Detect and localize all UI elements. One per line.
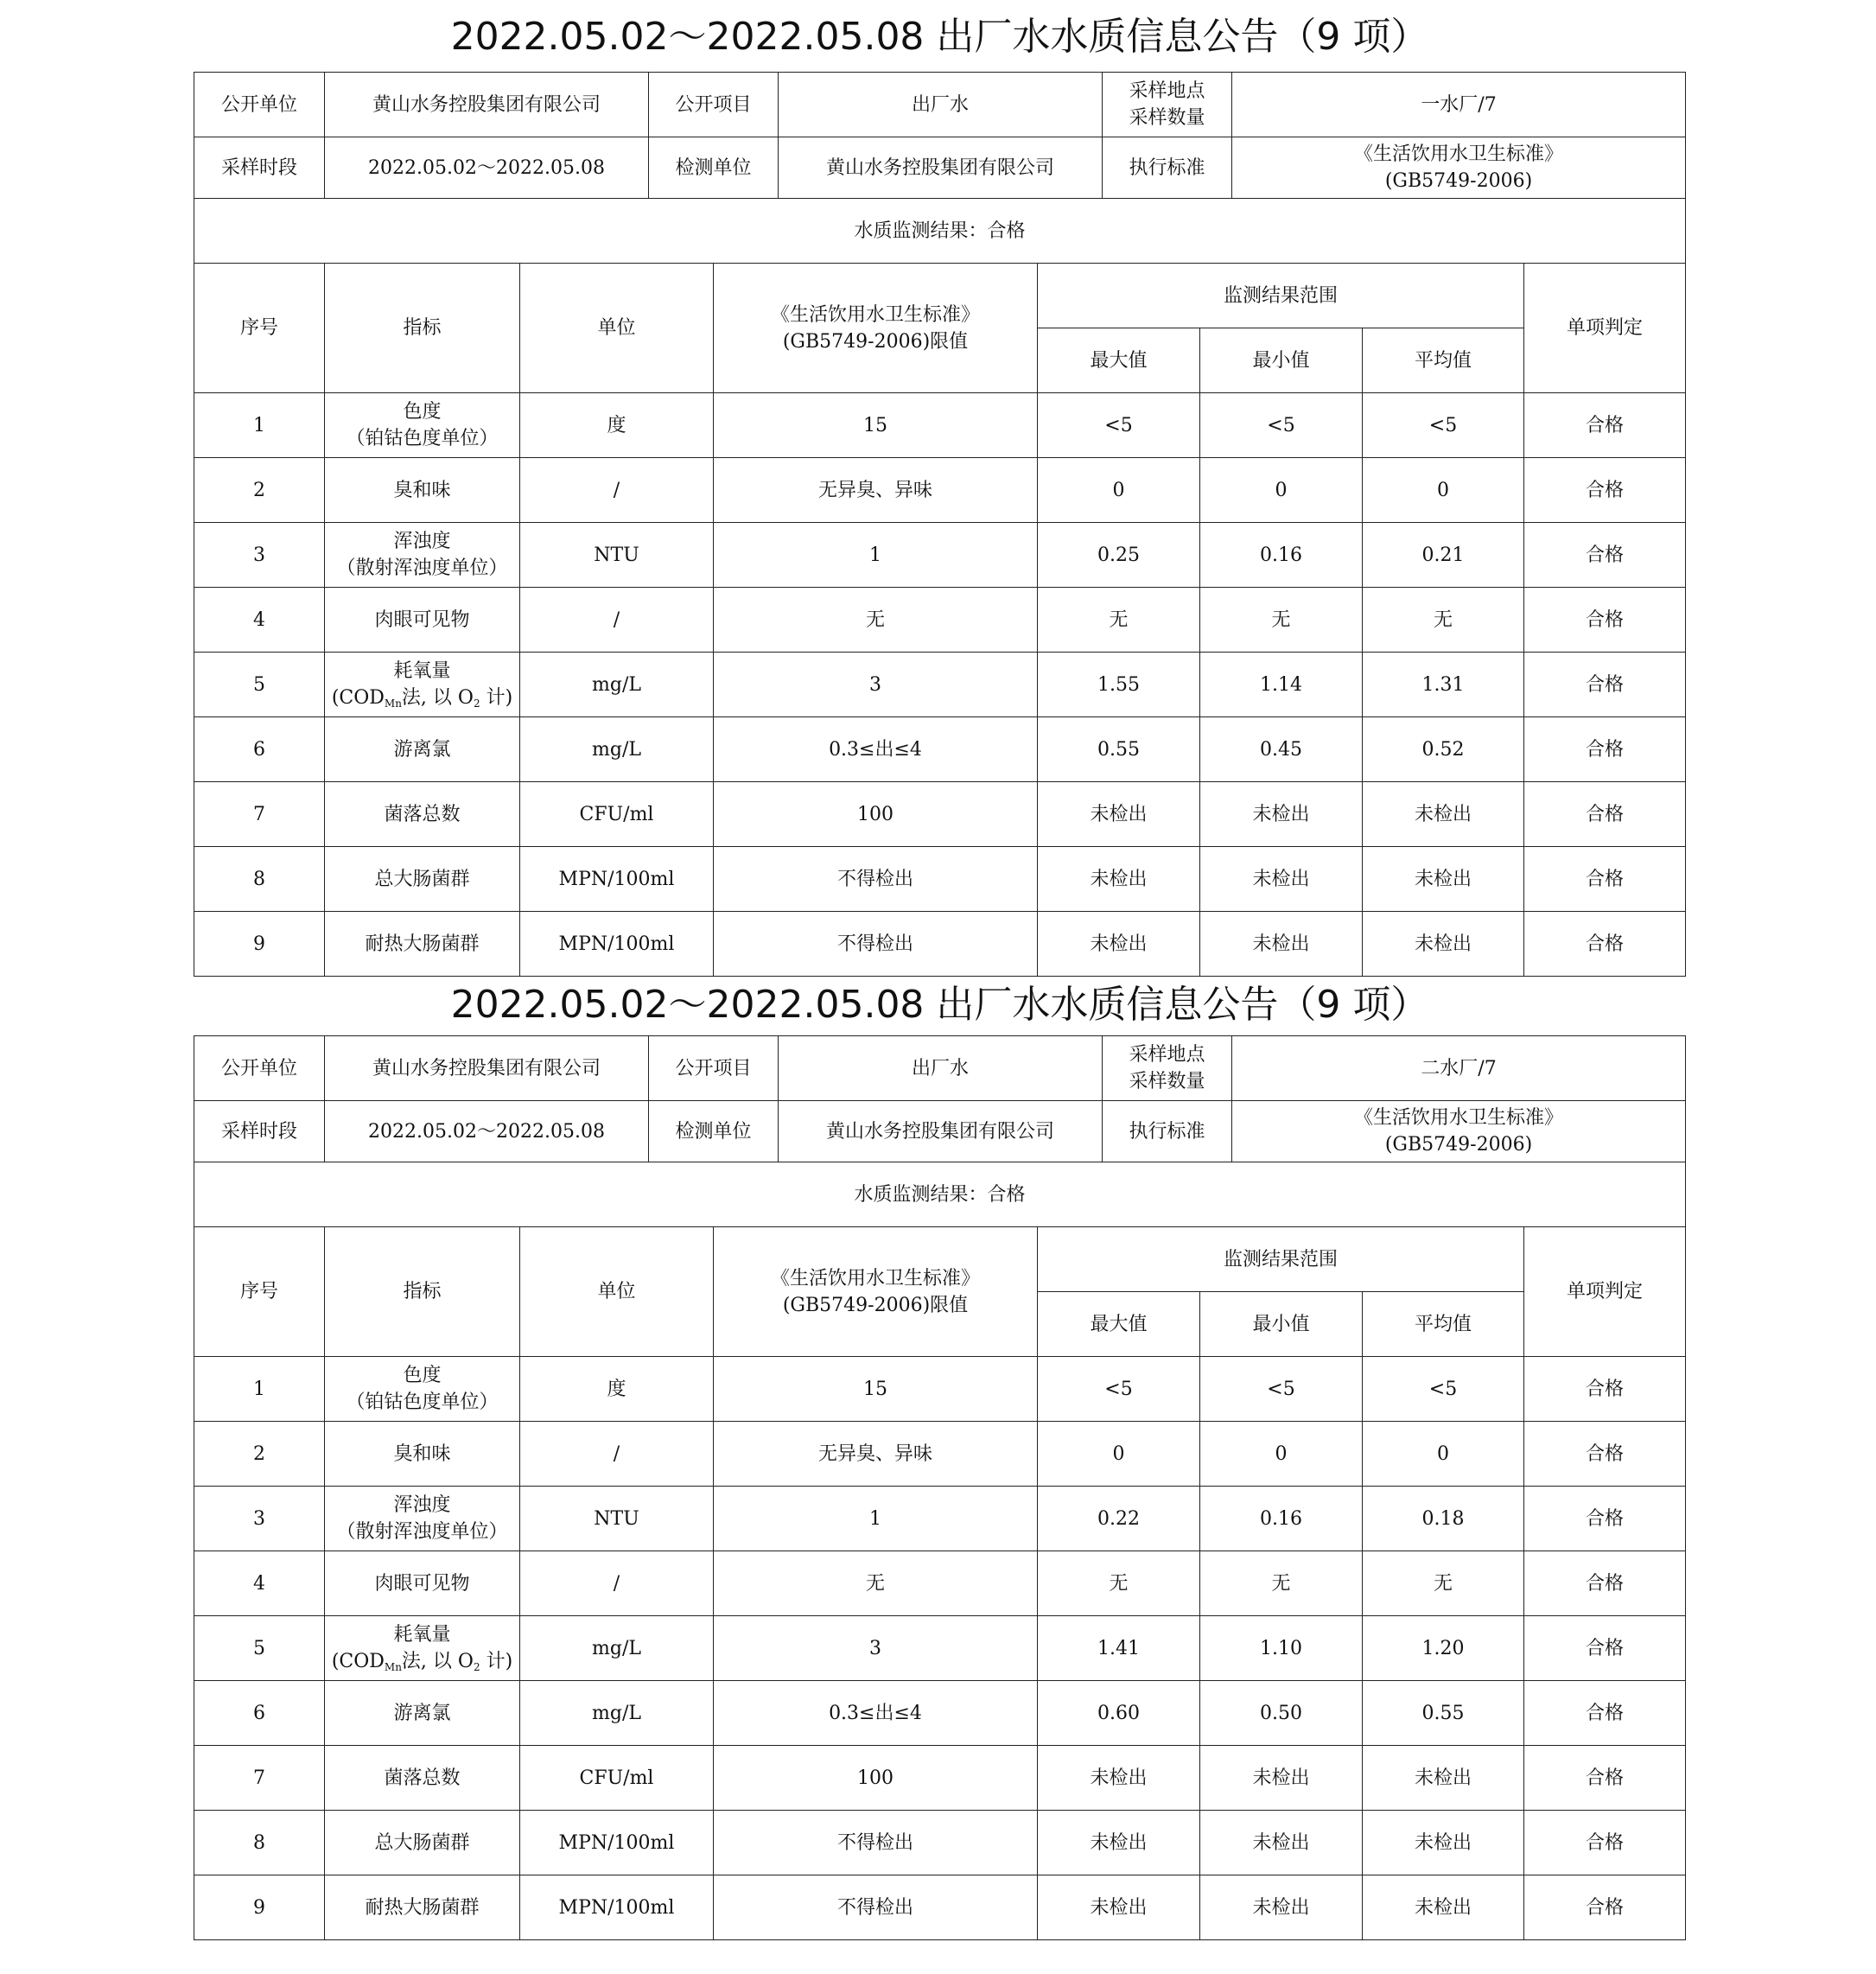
unit: / (520, 458, 714, 523)
indicator-name: 游离氯 (325, 1681, 520, 1746)
max-value: <5 (1038, 1357, 1200, 1422)
verdict: 合格 (1524, 393, 1686, 458)
name-part: (COD (331, 687, 385, 709)
announcement-title: 2022.05.02～2022.05.08 出厂水水质信息公告（9 项） (450, 15, 1429, 59)
verdict: 合格 (1524, 1551, 1686, 1616)
limit: 无 (714, 1551, 1038, 1616)
header-unit: 单位 (520, 264, 714, 393)
max-value: 1.41 (1038, 1616, 1200, 1681)
table-row (194, 1681, 1686, 1746)
std-label: 执行标准 (1103, 1101, 1232, 1162)
min-value: 1.14 (1200, 653, 1363, 717)
announcement-title: 2022.05.02～2022.05.08 出厂水水质信息公告（9 项） (450, 983, 1429, 1027)
header-avg: 平均值 (1363, 1292, 1524, 1357)
name-part: （散射浑浊度单位） (336, 557, 508, 579)
row-number: 8 (194, 847, 325, 912)
indicator-note (325, 1389, 519, 1416)
avg-value: 无 (1363, 588, 1524, 653)
row-number: 5 (194, 653, 325, 717)
unit: mg/L (520, 717, 714, 782)
name-part: 计) (480, 1651, 513, 1672)
max-value: 1.55 (1038, 653, 1200, 717)
verdict: 合格 (1524, 1681, 1686, 1746)
name-part: （铂钴色度单位） (346, 428, 499, 449)
max-value: 未检出 (1038, 912, 1200, 977)
max-value: 0.60 (1038, 1681, 1200, 1746)
indicator-name: 总大肠菌群 (325, 1811, 520, 1875)
indicator-main: 色度 (403, 401, 442, 423)
result-summary: 水质监测结果：合格 (194, 1162, 1686, 1227)
name-part: （铂钴色度单位） (346, 1391, 499, 1413)
avg-value: 未检出 (1363, 782, 1524, 847)
avg-value: 0.52 (1363, 717, 1524, 782)
min-value: <5 (1200, 393, 1363, 458)
table-row (194, 1487, 1686, 1551)
std-value (1232, 1101, 1686, 1162)
site-label (1103, 73, 1232, 137)
lab-label: 检测单位 (649, 137, 779, 199)
period-label: 采样时段 (194, 1101, 325, 1162)
limit: 3 (714, 653, 1038, 717)
unit-value: 黄山水务控股集团有限公司 (325, 1036, 649, 1101)
unit: MPN/100ml (520, 847, 714, 912)
row-number: 4 (194, 588, 325, 653)
verdict: 合格 (1524, 1875, 1686, 1940)
row-number: 4 (194, 1551, 325, 1616)
site-label-line2: 采样数量 (1129, 1071, 1205, 1092)
header-min: 最小值 (1200, 328, 1363, 393)
indicator-name: 菌落总数 (325, 1746, 520, 1811)
avg-value: 0 (1363, 1422, 1524, 1487)
avg-value: <5 (1363, 1357, 1524, 1422)
subscript: Mn (384, 697, 402, 710)
indicator-main: 色度 (403, 1365, 442, 1386)
table-row (194, 1357, 1686, 1422)
avg-value: 0.18 (1363, 1487, 1524, 1551)
site-label (1103, 1036, 1232, 1101)
limit: 100 (714, 1746, 1038, 1811)
min-value: 无 (1200, 588, 1363, 653)
max-value: 无 (1038, 1551, 1200, 1616)
unit: MPN/100ml (520, 912, 714, 977)
max-value: 未检出 (1038, 1875, 1200, 1940)
limit: 无异臭、异味 (714, 1422, 1038, 1487)
avg-value: 0 (1363, 458, 1524, 523)
unit: mg/L (520, 653, 714, 717)
info-table (194, 72, 1686, 264)
row-number: 6 (194, 717, 325, 782)
subscript: 2 (473, 1661, 480, 1673)
limit: 100 (714, 782, 1038, 847)
verdict: 合格 (1524, 588, 1686, 653)
subscript: 2 (473, 697, 480, 710)
indicator-name (325, 1616, 520, 1681)
results-table (194, 1226, 1686, 1940)
limit: 不得检出 (714, 847, 1038, 912)
item-value: 出厂水 (779, 1036, 1103, 1101)
indicator-name (325, 653, 520, 717)
min-value: 0 (1200, 1422, 1363, 1487)
indicator-main: 耗氧量 (393, 1624, 451, 1646)
indicator-note (325, 425, 519, 452)
indicator-note (325, 685, 519, 711)
limit: 无异臭、异味 (714, 458, 1038, 523)
table-row (194, 588, 1686, 653)
name-part: 法, 以 O (401, 687, 474, 709)
table-row (194, 1551, 1686, 1616)
name-part: （散射浑浊度单位） (336, 1521, 508, 1543)
row-number: 6 (194, 1681, 325, 1746)
header-range: 监测结果范围 (1038, 264, 1524, 328)
unit: / (520, 588, 714, 653)
max-value: 0.55 (1038, 717, 1200, 782)
std-value-line1: 《生活饮用水卫生标准》 (1353, 143, 1563, 165)
std-label: 执行标准 (1103, 137, 1232, 199)
avg-value: 1.31 (1363, 653, 1524, 717)
result-summary: 水质监测结果：合格 (194, 199, 1686, 264)
min-value: 0.16 (1200, 1487, 1363, 1551)
header-min: 最小值 (1200, 1292, 1363, 1357)
unit-value: 黄山水务控股集团有限公司 (325, 73, 649, 137)
table-row (194, 1616, 1686, 1681)
min-value: 0.50 (1200, 1681, 1363, 1746)
max-value: <5 (1038, 393, 1200, 458)
verdict: 合格 (1524, 458, 1686, 523)
indicator-name: 耐热大肠菌群 (325, 1875, 520, 1940)
limit: 0.3≤出≤4 (714, 717, 1038, 782)
unit: 度 (520, 1357, 714, 1422)
indicator-main: 耗氧量 (393, 660, 451, 682)
max-value: 0.25 (1038, 523, 1200, 588)
min-value: 未检出 (1200, 782, 1363, 847)
avg-value: 未检出 (1363, 912, 1524, 977)
max-value: 未检出 (1038, 1746, 1200, 1811)
min-value: 0 (1200, 458, 1363, 523)
avg-value: 未检出 (1363, 1875, 1524, 1940)
avg-value: 未检出 (1363, 1746, 1524, 1811)
table-row (194, 393, 1686, 458)
unit-label: 公开单位 (194, 1036, 325, 1101)
row-number: 1 (194, 393, 325, 458)
period-value: 2022.05.02～2022.05.08 (325, 1101, 649, 1162)
indicator-name: 菌落总数 (325, 782, 520, 847)
verdict: 合格 (1524, 847, 1686, 912)
header-verdict: 单项判定 (1524, 264, 1686, 393)
limit: 0.3≤出≤4 (714, 1681, 1038, 1746)
table-row (194, 847, 1686, 912)
row-number: 3 (194, 523, 325, 588)
header-avg: 平均值 (1363, 328, 1524, 393)
site-label-line2: 采样数量 (1129, 107, 1205, 129)
min-value: 1.10 (1200, 1616, 1363, 1681)
limit: 1 (714, 1487, 1038, 1551)
site-label-line1: 采样地点 (1129, 1044, 1205, 1066)
item-label: 公开项目 (649, 73, 779, 137)
table-row (194, 782, 1686, 847)
verdict: 合格 (1524, 1357, 1686, 1422)
unit: 度 (520, 393, 714, 458)
avg-value: 0.55 (1363, 1681, 1524, 1746)
min-value: 未检出 (1200, 1875, 1363, 1940)
unit: mg/L (520, 1681, 714, 1746)
indicator-main: 浑浊度 (393, 1494, 451, 1516)
indicator-name (325, 523, 520, 588)
indicator-name: 臭和味 (325, 1422, 520, 1487)
avg-value: 1.20 (1363, 1616, 1524, 1681)
info-table (194, 1035, 1686, 1227)
std-value-line2: (GB5749-2006) (1384, 170, 1533, 192)
unit: NTU (520, 1487, 714, 1551)
avg-value: 未检出 (1363, 1811, 1524, 1875)
verdict: 合格 (1524, 523, 1686, 588)
header-unit: 单位 (520, 1227, 714, 1357)
indicator-name (325, 1357, 520, 1422)
max-value: 未检出 (1038, 847, 1200, 912)
avg-value: 未检出 (1363, 847, 1524, 912)
unit: NTU (520, 523, 714, 588)
indicator-name: 肉眼可见物 (325, 588, 520, 653)
std-value-line1: 《生活饮用水卫生标准》 (1353, 1107, 1563, 1129)
header-limit (714, 1227, 1038, 1357)
row-number: 2 (194, 1422, 325, 1487)
item-label: 公开项目 (649, 1036, 779, 1101)
table-row (194, 1875, 1686, 1940)
row-number: 7 (194, 1746, 325, 1811)
header-no: 序号 (194, 264, 325, 393)
min-value: 未检出 (1200, 1811, 1363, 1875)
name-part: 计) (480, 687, 513, 709)
min-value: 0.16 (1200, 523, 1363, 588)
verdict: 合格 (1524, 1746, 1686, 1811)
verdict: 合格 (1524, 717, 1686, 782)
std-value (1232, 137, 1686, 199)
name-part: (COD (331, 1651, 385, 1672)
subscript: Mn (384, 1661, 402, 1673)
row-number: 7 (194, 782, 325, 847)
unit: MPN/100ml (520, 1875, 714, 1940)
indicator-name: 总大肠菌群 (325, 847, 520, 912)
header-limit (714, 264, 1038, 393)
max-value: 0 (1038, 1422, 1200, 1487)
header-indicator: 指标 (325, 1227, 520, 1357)
unit: CFU/ml (520, 1746, 714, 1811)
name-part: 法, 以 O (401, 1651, 474, 1672)
header-limit-line2: (GB5749-2006)限值 (782, 330, 969, 353)
table-row (194, 653, 1686, 717)
item-value: 出厂水 (779, 73, 1103, 137)
header-max: 最大值 (1038, 328, 1200, 393)
max-value: 0 (1038, 458, 1200, 523)
indicator-main: 浑浊度 (393, 531, 451, 552)
row-number: 9 (194, 912, 325, 977)
indicator-name: 臭和味 (325, 458, 520, 523)
unit: / (520, 1422, 714, 1487)
table-row (194, 1811, 1686, 1875)
min-value: 未检出 (1200, 912, 1363, 977)
row-number: 5 (194, 1616, 325, 1681)
table-row (194, 458, 1686, 523)
avg-value: 0.21 (1363, 523, 1524, 588)
min-value: 未检出 (1200, 1746, 1363, 1811)
max-value: 无 (1038, 588, 1200, 653)
avg-value: <5 (1363, 393, 1524, 458)
indicator-name (325, 393, 520, 458)
table-row (194, 1422, 1686, 1487)
limit: 3 (714, 1616, 1038, 1681)
site-value: 一水厂/7 (1232, 73, 1686, 137)
indicator-name: 耐热大肠菌群 (325, 912, 520, 977)
indicator-name: 肉眼可见物 (325, 1551, 520, 1616)
limit: 15 (714, 393, 1038, 458)
row-number: 1 (194, 1357, 325, 1422)
min-value: 无 (1200, 1551, 1363, 1616)
verdict: 合格 (1524, 1422, 1686, 1487)
min-value: 0.45 (1200, 717, 1363, 782)
max-value: 未检出 (1038, 782, 1200, 847)
indicator-name (325, 1487, 520, 1551)
limit: 不得检出 (714, 1811, 1038, 1875)
limit: 15 (714, 1357, 1038, 1422)
verdict: 合格 (1524, 1811, 1686, 1875)
avg-value: 无 (1363, 1551, 1524, 1616)
max-value: 未检出 (1038, 1811, 1200, 1875)
site-label-line1: 采样地点 (1129, 80, 1205, 102)
unit: MPN/100ml (520, 1811, 714, 1875)
std-value-line2: (GB5749-2006) (1384, 1134, 1533, 1156)
lab-label: 检测单位 (649, 1101, 779, 1162)
unit-label: 公开单位 (194, 73, 325, 137)
verdict: 合格 (1524, 782, 1686, 847)
lab-value: 黄山水务控股集团有限公司 (779, 1101, 1103, 1162)
row-number: 2 (194, 458, 325, 523)
header-limit-line1: 《生活饮用水卫生标准》 (770, 303, 980, 326)
verdict: 合格 (1524, 1487, 1686, 1551)
unit: mg/L (520, 1616, 714, 1681)
limit: 不得检出 (714, 912, 1038, 977)
period-label: 采样时段 (194, 137, 325, 199)
table-row (194, 523, 1686, 588)
row-number: 3 (194, 1487, 325, 1551)
max-value: 0.22 (1038, 1487, 1200, 1551)
table-row (194, 717, 1686, 782)
indicator-name: 游离氯 (325, 717, 520, 782)
unit: CFU/ml (520, 782, 714, 847)
indicator-note (325, 555, 519, 582)
verdict: 合格 (1524, 1616, 1686, 1681)
verdict: 合格 (1524, 653, 1686, 717)
header-limit-line2: (GB5749-2006)限值 (782, 1294, 969, 1316)
min-value: <5 (1200, 1357, 1363, 1422)
indicator-note (325, 1648, 519, 1675)
header-verdict: 单项判定 (1524, 1227, 1686, 1357)
verdict: 合格 (1524, 912, 1686, 977)
table-row (194, 1746, 1686, 1811)
period-value: 2022.05.02～2022.05.08 (325, 137, 649, 199)
header-limit-line1: 《生活饮用水卫生标准》 (770, 1267, 980, 1289)
min-value: 未检出 (1200, 847, 1363, 912)
limit: 无 (714, 588, 1038, 653)
header-no: 序号 (194, 1227, 325, 1357)
header-range: 监测结果范围 (1038, 1227, 1524, 1292)
unit: / (520, 1551, 714, 1616)
site-value: 二水厂/7 (1232, 1036, 1686, 1101)
row-number: 8 (194, 1811, 325, 1875)
table-row (194, 912, 1686, 977)
row-number: 9 (194, 1875, 325, 1940)
header-indicator: 指标 (325, 264, 520, 393)
limit: 不得检出 (714, 1875, 1038, 1940)
lab-value: 黄山水务控股集团有限公司 (779, 137, 1103, 199)
header-max: 最大值 (1038, 1292, 1200, 1357)
indicator-note (325, 1519, 519, 1545)
limit: 1 (714, 523, 1038, 588)
results-table (194, 263, 1686, 977)
